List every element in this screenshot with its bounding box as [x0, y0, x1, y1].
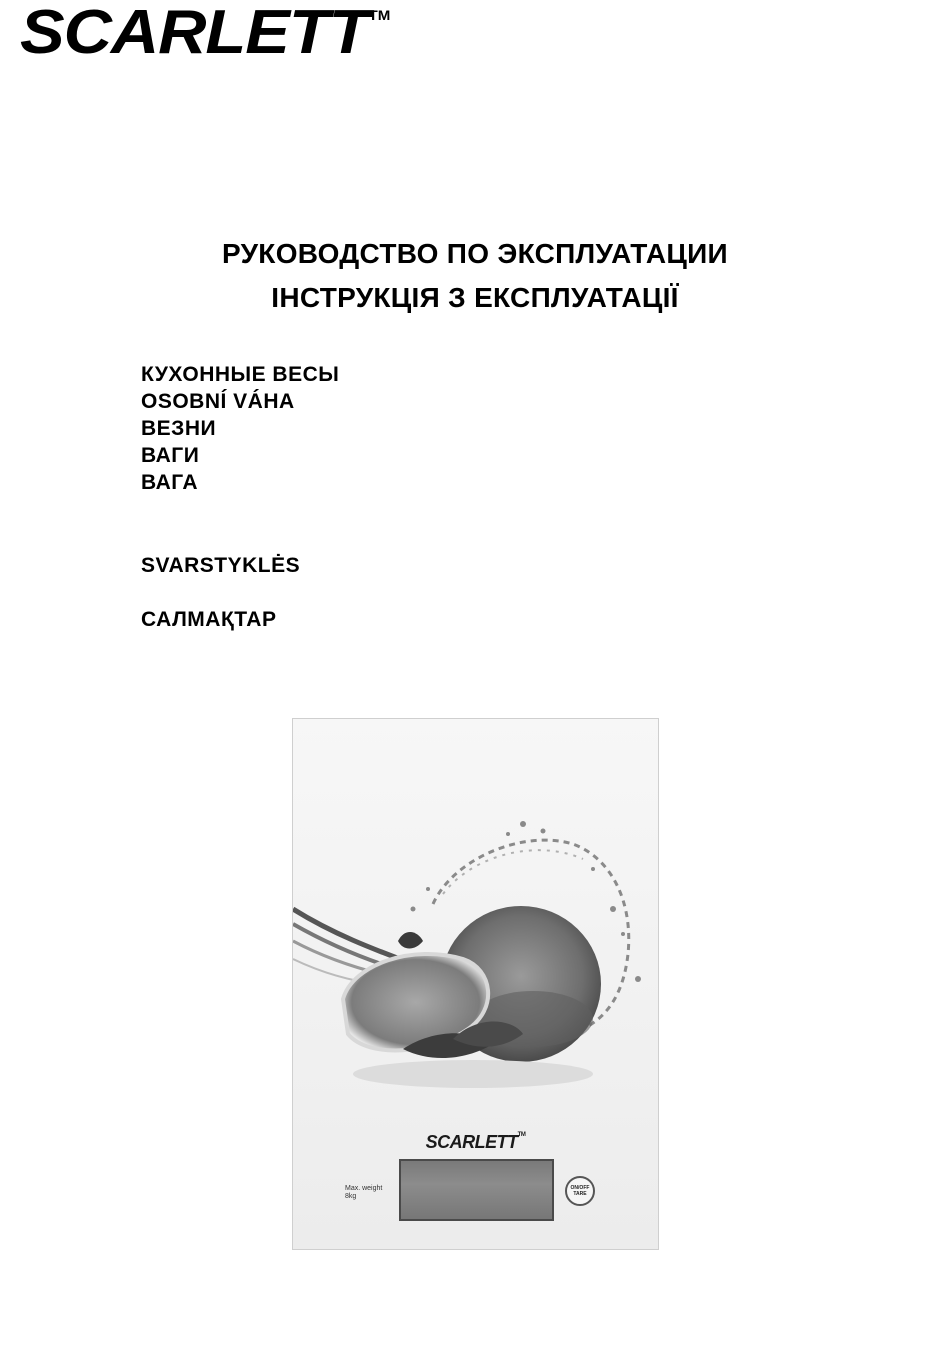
product-name-by: ВАГА — [141, 471, 199, 494]
product-name-bg: ВЕЗНИ — [141, 417, 217, 440]
brand-trademark: TM — [368, 7, 391, 23]
scale-lcd-display — [399, 1159, 554, 1221]
scale-brand-trademark: TM — [517, 1132, 526, 1138]
product-name-ua: ВАГИ — [141, 444, 200, 467]
brand-name: SCARLETT — [20, 0, 369, 67]
brand-logo — [20, 0, 391, 67]
product-name-cz: OSOBNÍ VÁHA — [141, 390, 295, 413]
max-weight-value: 8kg — [345, 1193, 357, 1200]
product-name-kz: САЛМАҚТАР — [141, 608, 277, 631]
scale-max-weight-label — [345, 1185, 382, 1201]
scale-brand-logo — [293, 1132, 658, 1153]
manual-title — [0, 232, 950, 320]
product-name-lt: SVARSTYKLĖS — [141, 554, 301, 577]
scale-brand-name: SCARLETT — [425, 1132, 518, 1152]
title-russian: РУКОВОДСТВО ПО ЭКСПЛУАТАЦИИ — [221, 238, 728, 269]
button-label-tare: TARE — [573, 1191, 587, 1197]
product-name-ru: КУХОННЫЕ ВЕСЫ — [141, 363, 340, 386]
scale-on-off-tare-button — [565, 1176, 595, 1206]
title-ukrainian: ІНСТРУКЦІЯ З ЕКСПЛУАТАЦІЇ — [271, 282, 679, 313]
scale-product-photo — [292, 718, 659, 1250]
max-weight-caption: Max. weight — [345, 1185, 383, 1192]
button-label-on-off: ON/OFF — [570, 1185, 590, 1191]
product-name-list — [141, 361, 339, 496]
